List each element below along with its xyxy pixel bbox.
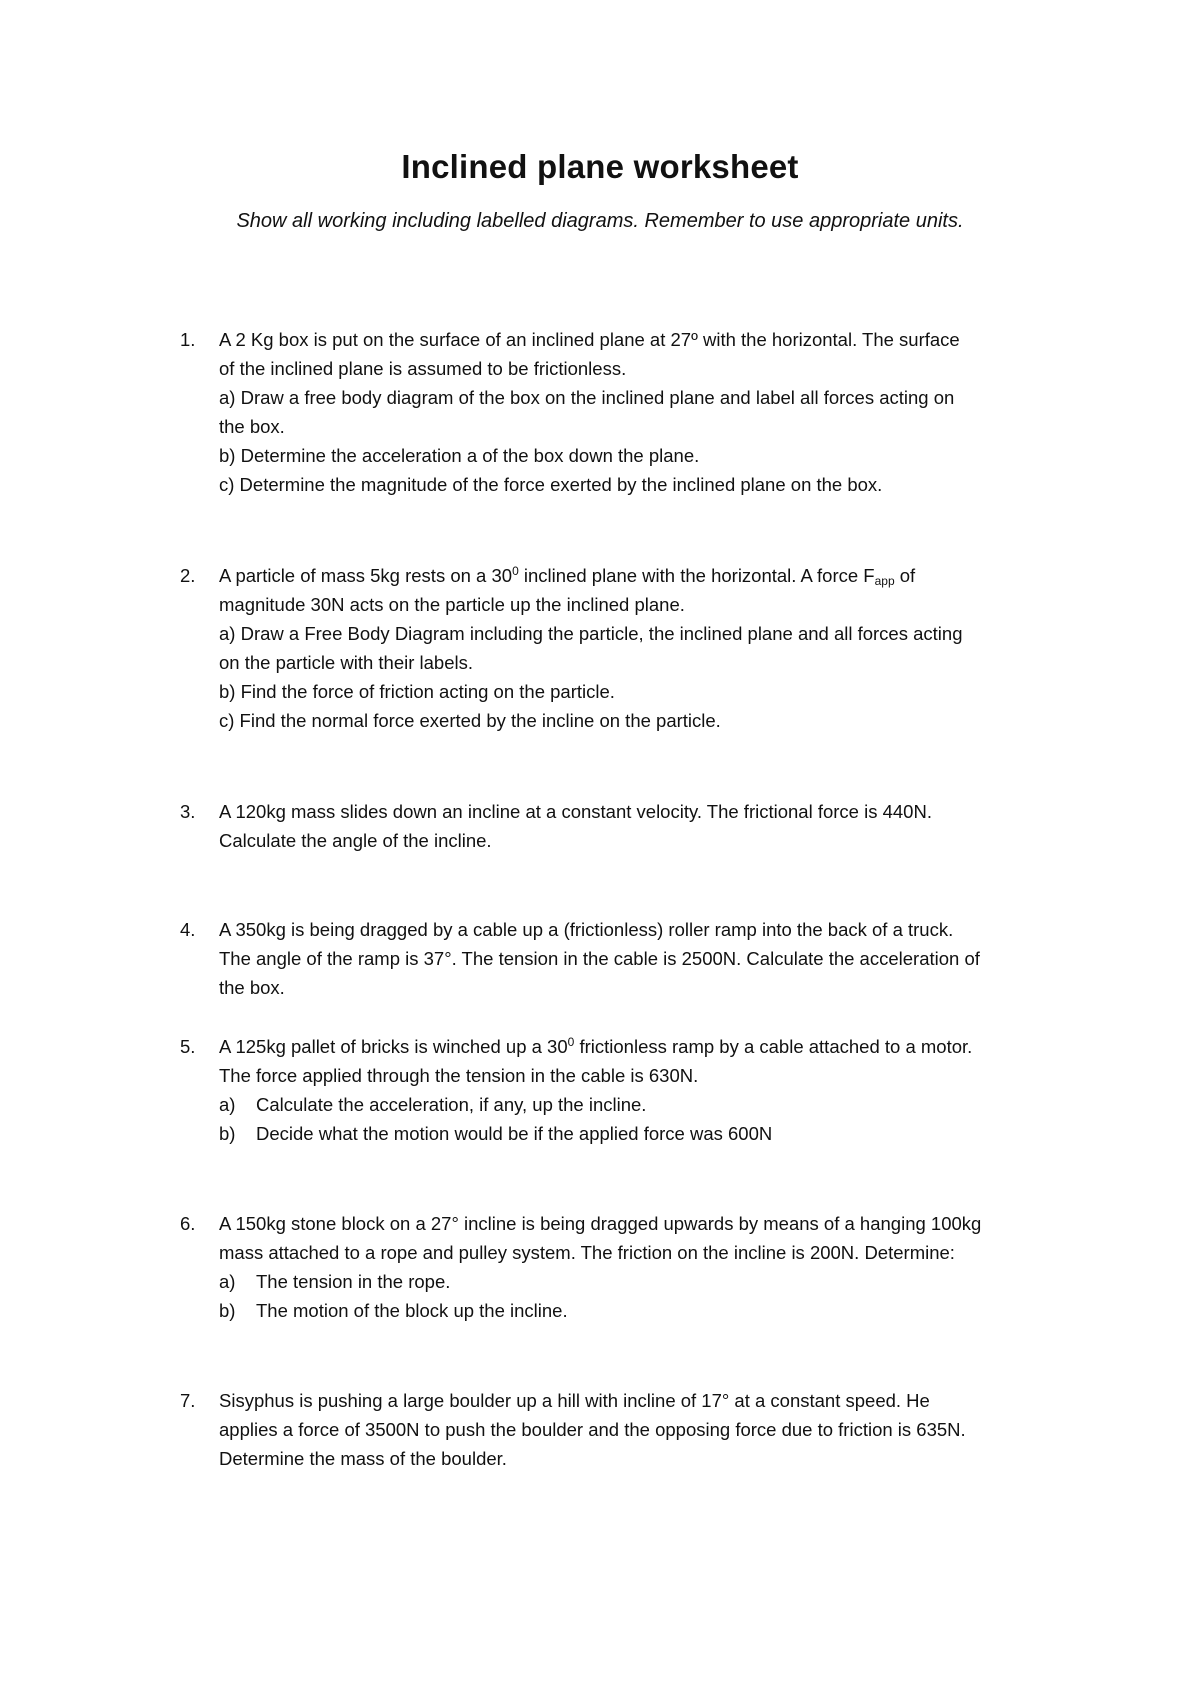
question-7 xyxy=(180,1386,1080,1473)
question-5 xyxy=(180,1032,1080,1148)
question-line: the box. xyxy=(219,416,285,437)
text-segment: frictionless ramp by a cable attached to a motor. xyxy=(574,1036,973,1057)
question-line: A 350kg is being dragged by a cable up a (frictionless) roller ramp into the back of a truck. xyxy=(219,919,954,940)
sub-question xyxy=(219,1119,1080,1148)
question-line xyxy=(219,1032,1080,1061)
question-line xyxy=(219,561,1080,590)
question-line: The force applied through the tension in the cable is 630N. xyxy=(219,1065,699,1086)
text-segment: inclined plane with the horizontal. A force F xyxy=(518,565,875,586)
question-number: 2. xyxy=(180,565,196,586)
question-number: 1. xyxy=(180,329,196,350)
question-line: A 2 Kg box is put on the surface of an inclined plane at 27º with the horizontal. The surface xyxy=(219,329,960,350)
question-line: A 150kg stone block on a 27° incline is being dragged upwards by means of a hanging 100kg xyxy=(219,1213,982,1234)
sub-question-label: b) xyxy=(219,1300,236,1321)
text-segment: of xyxy=(894,565,916,586)
question-line: applies a force of 3500N to push the boulder and the opposing force due to friction is 635N. xyxy=(219,1419,966,1440)
question-line: magnitude 30N acts on the particle up the inclined plane. xyxy=(219,594,685,615)
degree-superscript: 0 xyxy=(567,1034,575,1049)
question-number: 3. xyxy=(180,801,196,822)
question-line: of the inclined plane is assumed to be frictionless. xyxy=(219,358,627,379)
question-number: 6. xyxy=(180,1213,196,1234)
question-3 xyxy=(180,797,1080,855)
degree-superscript: 0 xyxy=(512,563,519,578)
question-line: a) Draw a free body diagram of the box on the inclined plane and label all forces acting on xyxy=(219,387,955,408)
sub-question-text: The motion of the block up the incline. xyxy=(256,1300,568,1321)
question-line: a) Draw a Free Body Diagram including the particle, the inclined plane and all forces acting xyxy=(219,623,963,644)
text-segment: A particle of mass 5kg rests on a 30 xyxy=(219,565,513,586)
question-line: c) Find the normal force exerted by the incline on the particle. xyxy=(219,710,721,731)
text-segment: A 125kg pallet of bricks is winched up a 30 xyxy=(219,1036,568,1057)
sub-question-label: b) xyxy=(219,1123,236,1144)
question-line: on the particle with their labels. xyxy=(219,652,473,673)
question-line: The angle of the ramp is 37°. The tension in the cable is 2500N. Calculate the acceleration of xyxy=(219,948,980,969)
question-line: the box. xyxy=(219,977,285,998)
sub-question-label: a) xyxy=(219,1094,236,1115)
question-2 xyxy=(180,561,1080,735)
question-line: b) Find the force of friction acting on the particle. xyxy=(219,681,615,702)
force-subscript: app xyxy=(874,574,895,588)
sub-question xyxy=(219,1296,1080,1325)
question-number: 7. xyxy=(180,1390,196,1411)
sub-question xyxy=(219,1267,1080,1296)
question-line: c) Determine the magnitude of the force exerted by the inclined plane on the box. xyxy=(219,474,883,495)
page-subtitle: Show all working including labelled diagrams. Remember to use appropriate units. xyxy=(236,210,964,232)
question-line: A 120kg mass slides down an incline at a constant velocity. The frictional force is 440N. xyxy=(219,801,932,822)
question-line: Determine the mass of the boulder. xyxy=(219,1448,507,1469)
sub-question xyxy=(219,1090,1080,1119)
question-number: 5. xyxy=(180,1036,196,1057)
question-line: Calculate the angle of the incline. xyxy=(219,830,492,851)
sub-question-text: The tension in the rope. xyxy=(256,1271,451,1292)
question-line: Sisyphus is pushing a large boulder up a hill with incline of 17° at a constant speed. He xyxy=(219,1390,930,1411)
question-line: b) Determine the acceleration a of the box down the plane. xyxy=(219,445,700,466)
question-line: mass attached to a rope and pulley system. The friction on the incline is 200N. Determine: xyxy=(219,1242,955,1263)
sub-question-text: Calculate the acceleration, if any, up the incline. xyxy=(256,1094,647,1115)
sub-question-label: a) xyxy=(219,1271,236,1292)
page-title: Inclined plane worksheet xyxy=(401,148,799,185)
question-4 xyxy=(180,915,1080,1002)
question-number: 4. xyxy=(180,919,196,940)
sub-question-text: Decide what the motion would be if the applied force was 600N xyxy=(256,1123,773,1144)
question-1 xyxy=(180,325,1080,499)
question-6 xyxy=(180,1209,1080,1325)
